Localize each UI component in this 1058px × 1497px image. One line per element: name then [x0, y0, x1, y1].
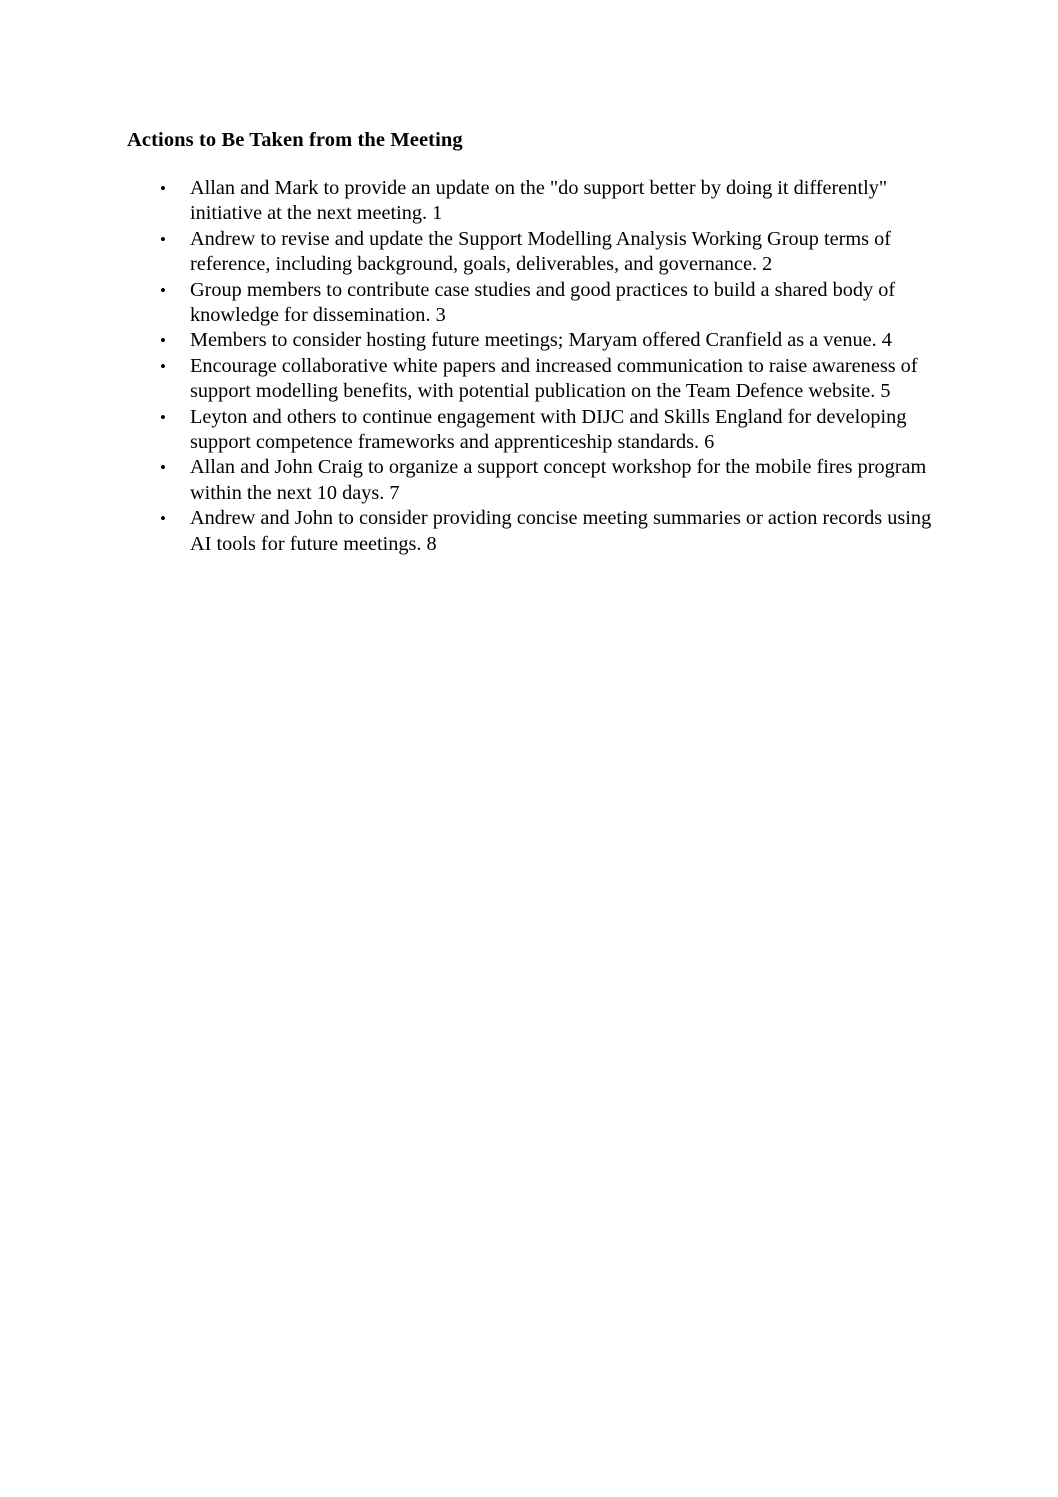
list-item-text: Allan and Mark to provide an update on the "do support better by doing it differently" initiative at the next meeting. 1 [190, 177, 888, 225]
bullet-icon: • [160, 179, 166, 198]
bullet-icon: • [160, 331, 166, 351]
list-item [0, 455, 935, 506]
list-item-text: Andrew and John to consider providing concise meeting summaries or action records using AI tools for future meetings. 8 [190, 507, 932, 555]
list-item [0, 405, 935, 456]
list-item-text: Allan and John Craig to organize a support concept workshop for the mobile fires program within the next 10 days. 7 [190, 456, 927, 504]
list-item [0, 506, 935, 557]
list-item-text: Group members to contribute case studies and good practices to build a shared body of knowledge for dissemination. 3 [190, 278, 896, 327]
list-item-text: Leyton and others to continue engagement with DIJC and Skills England for developing support competence frameworks and apprenticeship standards. 6 [190, 405, 907, 454]
list-item-text: Andrew to revise and update the Support Modelling Analysis Working Group terms of reference, including background, goals, deliverables, and governance. 2 [190, 227, 891, 276]
list-item [0, 227, 935, 278]
bullet-icon: • [160, 509, 166, 529]
list-item-text: Members to consider hosting future meetings; Maryam offered Cranfield as a venue. 4 [190, 329, 892, 352]
list-item [0, 354, 935, 405]
list-item [0, 278, 935, 329]
list-item [0, 176, 935, 227]
bullet-icon: • [160, 356, 166, 376]
bullet-icon: • [160, 407, 166, 427]
actions-list [0, 176, 1058, 557]
page-title: Actions to Be Taken from the Meeting [127, 129, 463, 151]
list-item-text: Encourage collaborative white papers and increased communication to raise awareness of support modelling benefits, with potential publication on the Team Defence website. 5 [190, 354, 918, 403]
list-item [0, 328, 935, 353]
bullet-icon: • [160, 229, 166, 249]
bullet-icon: • [160, 280, 166, 300]
bullet-icon: • [160, 458, 166, 478]
